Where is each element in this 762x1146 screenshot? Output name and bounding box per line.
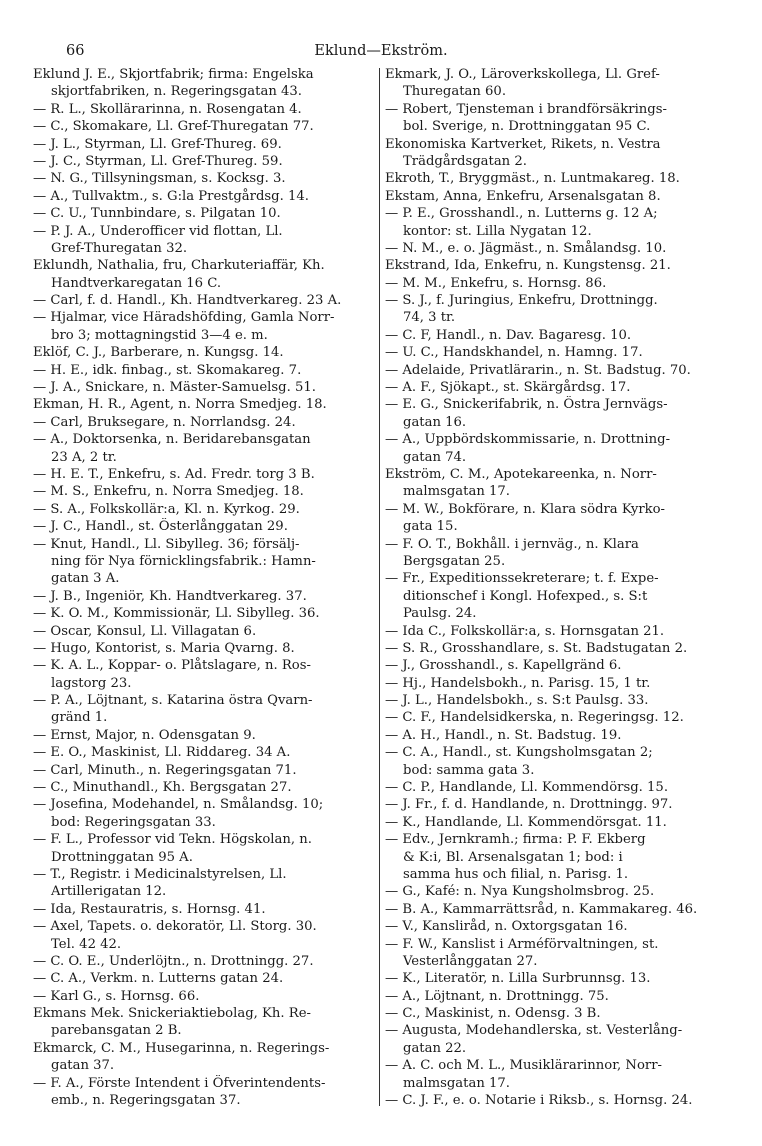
directory-entry-line: gatan 3 A. — [51, 571, 120, 587]
directory-entry-line: parebansgatan 2 B. — [51, 1023, 182, 1039]
directory-entry-line: — J. A., Snickare, n. Mäster-Samuelsg. 51. — [33, 380, 316, 396]
directory-entry-line: — Ida C., Folkskollär:a, s. Hornsgatan 21. — [385, 623, 665, 639]
directory-entry-line: — Knut, Handl., Ll. Sibylleg. 36; försälj- — [33, 536, 300, 552]
right-column — [385, 66, 731, 1109]
directory-entry-line: — F. W., Kanslist i Arméförvaltningen, st. — [385, 936, 659, 952]
directory-entry-line: — M. M., Enkefru, s. Hornsg. 86. — [385, 275, 607, 291]
directory-entry-line: Ekstam, Anna, Enkefru, Arsenalsgatan 8. — [385, 188, 661, 204]
directory-entry-line: — A. H., Handl., n. St. Badstug. 19. — [385, 727, 622, 743]
directory-columns — [33, 66, 733, 1109]
directory-entry-line: — S. R., Grosshandlare, s. St. Badstugatan 2. — [385, 640, 688, 656]
directory-entry-line: Bergsgatan 25. — [403, 553, 506, 569]
directory-entry-line: — A., Löjtnant, n. Drottningg. 75. — [385, 988, 609, 1004]
directory-entry-line: — C. F., Handelsidkerska, n. Regeringsg. 12. — [385, 710, 684, 726]
directory-entry-line: — G., Kafé: n. Nya Kungsholmsbrog. 25. — [385, 884, 655, 900]
directory-entry-line: — A. C. och M. L., Musiklärarinnor, Norr- — [385, 1058, 662, 1074]
directory-entry-line: — M. W., Bokförare, n. Klara södra Kyrko- — [385, 501, 666, 517]
directory-entry-line: — Carl, Bruksegare, n. Norrlandsg. 24. — [33, 414, 296, 430]
page-number: 66 — [66, 43, 85, 59]
directory-entry-line: samma hus och filial, n. Parisg. 1. — [403, 866, 629, 882]
directory-entry-line: — Hugo, Kontorist, s. Maria Qvarng. 8. — [33, 640, 295, 656]
directory-entry-line: — N. M., e. o. Jägmäst., n. Smålandsg. 10. — [385, 240, 667, 256]
column-divider — [379, 68, 380, 1106]
directory-entry-line: Tel. 42 42. — [51, 936, 122, 952]
directory-entry-line: — Ernst, Major, n. Odensgatan 9. — [33, 727, 256, 743]
directory-entry-line: — K., Handlande, Ll. Kommendörsgat. 11. — [385, 814, 667, 830]
directory-entry-line: — C. A., Handl., st. Kungsholmsgatan 2; — [385, 745, 653, 761]
directory-entry-line: Ekmarck, C. M., Husegarinna, n. Regerings- — [33, 1040, 330, 1056]
directory-entry-line: — Axel, Tapets. o. dekoratör, Ll. Storg. 30. — [33, 919, 317, 935]
directory-entry-line: — V., Kansliråd, n. Oxtorgsgatan 16. — [385, 919, 628, 935]
directory-entry-line: — A., Uppbördskommissarie, n. Drottning- — [385, 432, 671, 448]
directory-entry-line: — J., Grosshandl., s. Kapellgränd 6. — [385, 658, 622, 674]
directory-entry-line: Gref-Thuregatan 32. — [51, 240, 188, 256]
directory-entry-line: — P. E., Grosshandl., n. Lutterns g. 12 A; — [385, 206, 658, 222]
directory-entry-line: bod: samma gata 3. — [403, 762, 535, 778]
directory-entry-line: — J. L., Styrman, Ll. Gref-Thureg. 69. — [33, 136, 282, 152]
directory-entry-line: — J. L., Handelsbokh., s. S:t Paulsg. 33. — [385, 693, 649, 709]
directory-entry-line: bro 3; mottagningstid 3—4 e. m. — [51, 327, 268, 343]
directory-entry-line: — Carl, Minuth., n. Regeringsgatan 71. — [33, 762, 297, 778]
directory-entry-line: — Adelaide, Privatlärarin., n. St. Badstug. 70. — [385, 362, 691, 378]
directory-entry-line: Ekroth, T., Bryggmäst., n. Luntmakareg. 18. — [385, 171, 680, 187]
directory-entry-line: — N. G., Tillsyningsman, s. Kocksg. 3. — [33, 171, 286, 187]
directory-entry-line: Eklundh, Nathalia, fru, Charkuteriaffär, Kh. — [33, 258, 325, 274]
directory-entry-line: — J. Fr., f. d. Handlande, n. Drottningg. 97. — [385, 797, 673, 813]
directory-entry-line: — A., Doktorsenka, n. Beridarebansgatan — [33, 432, 311, 448]
directory-entry-line: — K., Literatör, n. Lilla Surbrunnsg. 13. — [385, 971, 651, 987]
directory-entry-line: Handtverkaregatan 16 C. — [51, 275, 222, 291]
directory-entry-line: — S. A., Folkskollär:a, Kl. n. Kyrkog. 29. — [33, 501, 300, 517]
directory-entry-line: — J. C., Handl., st. Österlånggatan 29. — [33, 519, 288, 535]
directory-entry-line: — F. O. T., Bokhåll. i jernväg., n. Klara — [385, 536, 639, 552]
directory-entry-line: — M. S., Enkefru, n. Norra Smedjeg. 18. — [33, 484, 304, 500]
directory-entry-line: gatan 16. — [403, 414, 467, 430]
directory-entry-line: — C. F, Handl., n. Dav. Bagaresg. 10. — [385, 327, 632, 343]
directory-entry-line: — H. E. T., Enkefru, s. Ad. Fredr. torg 3 B. — [33, 466, 315, 482]
directory-entry-line: bod: Regeringsgatan 33. — [51, 814, 216, 830]
directory-entry-line: — Ida, Restauratris, s. Hornsg. 41. — [33, 901, 266, 917]
directory-entry-line: — Carl, f. d. Handl., Kh. Handtverkareg. 23 A. — [33, 293, 342, 309]
directory-entry-line: — T., Registr. i Medicinalstyrelsen, Ll. — [33, 866, 287, 882]
directory-entry-line: — C., Minuthandl., Kh. Bergsgatan 27. — [33, 780, 292, 796]
directory-entry-line: Eklöf, C. J., Barberare, n. Kungsg. 14. — [33, 345, 284, 361]
directory-entry-line: — P. J. A., Underofficer vid flottan, Ll. — [33, 223, 283, 239]
directory-entry-line: skjortfabriken, n. Regeringsgatan 43. — [51, 84, 302, 100]
directory-entry-line: — Fr., Expeditionssekreterare; t. f. Expe- — [385, 571, 659, 587]
directory-entry-line: Ekmans Mek. Snickeriaktiebolag, Kh. Re- — [33, 1006, 311, 1022]
directory-entry-line: — H. E., idk. finbag., st. Skomakareg. 7. — [33, 362, 302, 378]
directory-entry-line: 74, 3 tr. — [403, 310, 456, 326]
directory-entry-line: Ekonomiska Kartverket, Rikets, n. Vestra — [385, 136, 661, 152]
directory-entry-line: Ekmark, J. O., Läroverkskollega, Ll. Gref- — [385, 67, 660, 82]
directory-entry-line: — Josefina, Modehandel, n. Smålandsg. 10; — [33, 797, 324, 813]
directory-entry-line: — C. U., Tunnbindare, s. Pilgatan 10. — [33, 206, 281, 222]
directory-entry-line: 23 A, 2 tr. — [51, 449, 117, 465]
directory-entry-line: Ekstrand, Ida, Enkefru, n. Kungstensg. 21. — [385, 258, 671, 274]
running-head: Eklund—Ekström. — [314, 43, 448, 59]
directory-entry-line: gatan 37. — [51, 1058, 115, 1074]
directory-entry-line: bol. Sverige, n. Drottninggatan 95 C. — [403, 119, 651, 135]
directory-entry-line: — P. A., Löjtnant, s. Katarina östra Qvarn- — [33, 693, 313, 709]
directory-entry-line: gatan 74. — [403, 449, 467, 465]
directory-entry-line: — K. A. L., Koppar- o. Plåtslagare, n. Ros- — [33, 658, 311, 674]
directory-entry-line: — C. A., Verkm. n. Lutterns gatan 24. — [33, 971, 284, 987]
directory-entry-line: gatan 22. — [403, 1040, 467, 1056]
directory-entry-line: — Karl G., s. Hornsg. 66. — [33, 988, 200, 1004]
directory-entry-line: — E. O., Maskinist, Ll. Riddareg. 34 A. — [33, 745, 291, 761]
directory-entry-line: — Oscar, Konsul, Ll. Villagatan 6. — [33, 623, 257, 639]
directory-entry-line: gata 15. — [403, 519, 458, 535]
directory-entry-line: — S. J., f. Juringius, Enkefru, Drottningg. — [385, 293, 658, 309]
directory-entry-line: Paulsg. 24. — [403, 606, 477, 622]
directory-entry-line: ning för Nya förnicklingsfabrik.: Hamn- — [51, 553, 316, 569]
directory-entry-line: — F. L., Professor vid Tekn. Högskolan, n. — [33, 832, 312, 848]
directory-entry-line: — Augusta, Modehandlerska, st. Vesterlång- — [385, 1023, 683, 1039]
page-header — [0, 40, 762, 62]
directory-entry-line: — C. J. F., e. o. Notarie i Riksb., s. Hornsg. 24. — [385, 1093, 693, 1109]
directory-entry-line: — A., Tullvaktm., s. G:la Prestgårdsg. 14. — [33, 188, 309, 204]
directory-entry-line: — C. P., Handlande, Ll. Kommendörsg. 15. — [385, 780, 669, 796]
directory-entry-line: — K. O. M., Kommissionär, Ll. Sibylleg. 36. — [33, 606, 320, 622]
directory-entry-line: Ekman, H. R., Agent, n. Norra Smedjeg. 18. — [33, 397, 327, 413]
directory-entry-line: Ekström, C. M., Apotekareenka, n. Norr- — [385, 466, 657, 482]
directory-entry-line: Thuregatan 60. — [403, 84, 507, 100]
directory-entry-line: lagstorg 23. — [51, 675, 132, 691]
directory-entry-line: — C. O. E., Underlöjtn., n. Drottningg. 27. — [33, 953, 314, 969]
directory-entry-line: — F. A., Förste Intendent i Öfverintendents- — [33, 1075, 326, 1091]
directory-entry-line: Vesterlånggatan 27. — [403, 953, 538, 969]
directory-entry-line: — U. C., Handskhandel, n. Hamng. 17. — [385, 345, 643, 361]
directory-entry-line: ditionschef i Kongl. Hofexped., s. S:t — [403, 588, 648, 604]
directory-entry-line: — C., Skomakare, Ll. Gref-Thuregatan 77. — [33, 119, 314, 135]
directory-entry-line: — A. F., Sjökapt., st. Skärgårdsg. 17. — [385, 380, 631, 396]
directory-entry-line: malmsgatan 17. — [403, 1075, 510, 1091]
directory-entry-line: gränd 1. — [51, 710, 108, 726]
directory-entry-line: & K:i, Bl. Arsenalsgatan 1; bod: i — [403, 849, 623, 865]
directory-entry-line: — E. G., Snickerifabrik, n. Östra Jernvägs- — [385, 397, 668, 413]
directory-entry-line: — J. C., Styrman, Ll. Gref-Thureg. 59. — [33, 153, 283, 169]
directory-entry-line: — R. L., Skollärarinna, n. Rosengatan 4. — [33, 101, 302, 117]
directory-entry-line: — Edv., Jernkramh.; firma: P. F. Ekberg — [385, 832, 646, 848]
left-column — [33, 66, 377, 1109]
directory-entry-line: emb., n. Regeringsgatan 37. — [51, 1093, 241, 1109]
directory-entry-line: — B. A., Kammarrättsråd, n. Kammakareg. 46. — [385, 901, 698, 917]
directory-entry-line: — Robert, Tjensteman i brandförsäkrings- — [385, 101, 667, 117]
directory-entry-line: Artillerigatan 12. — [51, 884, 167, 900]
directory-entry-line: Trädgårdsgatan 2. — [403, 153, 527, 169]
directory-entry-line: — Hj., Handelsbokh., n. Parisg. 15, 1 tr. — [385, 675, 651, 691]
directory-entry-line: — C., Maskinist, n. Odensg. 3 B. — [385, 1006, 601, 1022]
directory-entry-line: malmsgatan 17. — [403, 484, 510, 500]
directory-entry-line: Eklund J. E., Skjortfabrik; firma: Engelska — [33, 67, 314, 82]
directory-entry-line: Drottninggatan 95 A. — [51, 849, 193, 865]
directory-entry-line: kontor: st. Lilla Nygatan 12. — [403, 223, 592, 239]
directory-entry-line: — J. B., Ingeniör, Kh. Handtverkareg. 37. — [33, 588, 307, 604]
directory-entry-line: — Hjalmar, vice Häradshöfding, Gamla Norr- — [33, 310, 335, 326]
